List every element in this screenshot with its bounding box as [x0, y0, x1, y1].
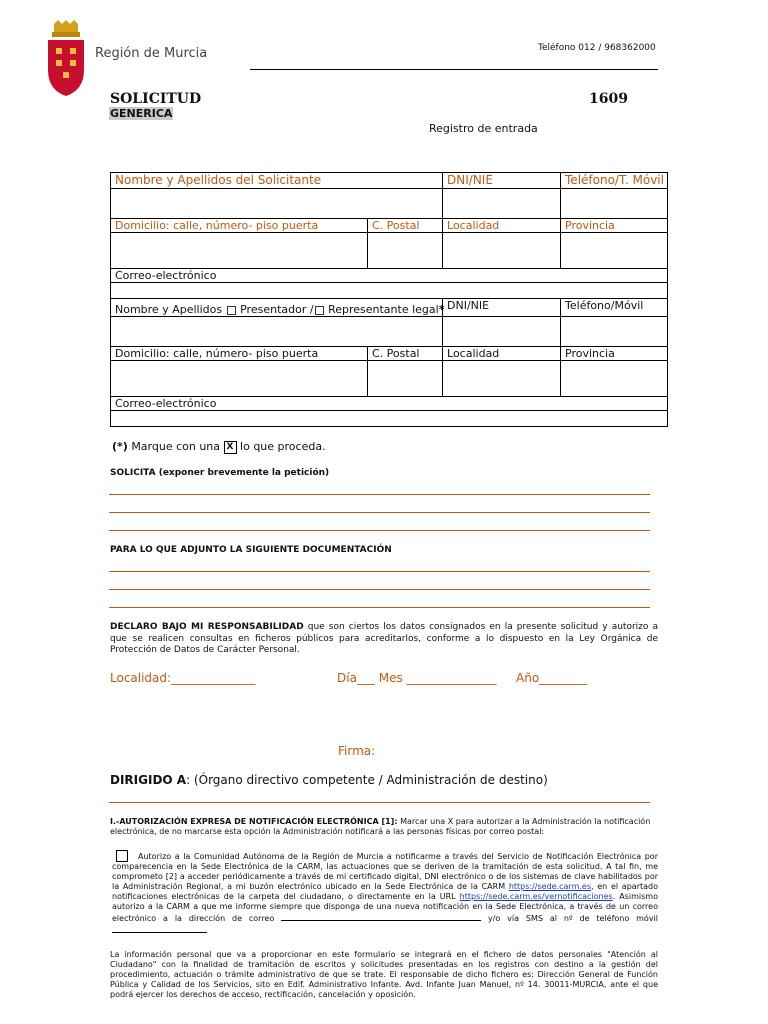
dirigido-bold: DIRIGIDO A [110, 773, 187, 787]
presentador-label: Presentador / [240, 303, 314, 316]
solicita-line-1[interactable] [109, 494, 650, 495]
autorizacion-intro [110, 817, 658, 837]
region-logo [46, 20, 86, 96]
correo-representante-field[interactable] [111, 411, 668, 427]
movil-notificacion-field[interactable] [112, 924, 207, 933]
autorizo-p2: , en el apartado notificaciones electrónicas de la carpeta del ciudadano, o directamente en la URL [112, 882, 658, 901]
solicita-label: SOLICITA (exponer brevemente la petición) [110, 468, 330, 478]
autorizacion-bold: I.-AUTORIZACIÓN EXPRESA DE NOTIFICACIÓN ELECTRÓNICA [1]: [110, 817, 398, 826]
adjunto-label: PARA LO QUE ADJUNTO LA SIGUIENTE DOCUMENTACIÓN [110, 545, 392, 555]
solicita-line-3[interactable] [109, 530, 650, 531]
marque-note [112, 440, 326, 454]
domicilio-field[interactable] [111, 233, 368, 269]
solicita-line-2[interactable] [109, 512, 650, 513]
dni-field[interactable] [443, 189, 561, 219]
correo-representante-label: Correo-electrónico [111, 397, 668, 411]
domicilio-representante-label: Domicilio: calle, número- piso puerta [111, 347, 368, 361]
domicilio-label: Domicilio: calle, número- piso puerta [111, 219, 368, 233]
representante-label: Representante legal [328, 303, 439, 316]
crown-shield-icon [46, 20, 86, 96]
autorizo-p4: y/o vía SMS al nº de teléfono móvil [481, 914, 659, 923]
provincia-label: Provincia [561, 219, 668, 233]
note-prefix: (*) [112, 440, 128, 453]
declaro-text: que son ciertos los datos consignados en la presente solicitud y autorizo a que se realicen consultas en ficheros públicos para acreditarlos, conforme a lo dispuesto en la Ley Orgánica de Protección de Datos de Carácter Personal. [110, 622, 658, 655]
nombre-representante-text: Nombre y Apellidos [115, 303, 223, 316]
correo-label: Correo-electrónico [111, 269, 668, 283]
provincia-representante-label: Provincia [561, 347, 668, 361]
registro-entrada: Registro de entrada [429, 122, 538, 135]
correo-field[interactable] [111, 283, 668, 299]
provincia-representante-field[interactable] [561, 361, 668, 397]
telefono-representante-field[interactable] [561, 317, 668, 347]
cpostal-label: C. Postal [368, 219, 443, 233]
localidad-representante-field[interactable] [443, 361, 561, 397]
dni-representante-label: DNI/NIE [443, 299, 561, 317]
privacy-paragraph: La información personal que va a proporcionar en este formulario se integrará en el fichero de datos personales "Atención al Ciudadano" con la finalidad de tramitación de escritos y solicitudes presentadas en los registros con destino a la gestión del procedimiento, actuación o trámite administrativo de que se trate. El responsable de dicho fichero es: Dirección General de Función Pública y Calidad de los Servicios, sito en Edif. Administrativo Infante. Avd. Infante Juan Manuel, nº 14. 30011-MURCIA, ante el que podrá ejercer los derechos de acceso, rectificación, cancelación y oposición. [110, 950, 658, 999]
telefono-representante-label: Teléfono/Móvil [561, 299, 668, 317]
localidad-field[interactable] [443, 233, 561, 269]
correo-notificacion-field[interactable] [281, 912, 481, 921]
dirigido-a [110, 773, 548, 787]
header-rule [250, 69, 658, 70]
asterisk-mark: * [438, 303, 445, 316]
provincia-field[interactable] [561, 233, 668, 269]
localidad-label: Localidad [443, 219, 561, 233]
cpostal-field[interactable] [368, 233, 443, 269]
phone-number: Teléfono 012 / 968362000 [538, 43, 656, 53]
nombre-solicitante-label: Nombre y Apellidos del Solicitante [111, 173, 443, 189]
dirigido-line[interactable] [109, 802, 650, 803]
note-text-a: Marque con una [131, 440, 221, 453]
representante-checkbox[interactable] [315, 306, 324, 315]
firma-label: Firma: [338, 744, 376, 758]
vernotificaciones-link[interactable]: https://sede.carm.es/vernotificaciones [459, 892, 613, 901]
adjunto-line-3[interactable] [109, 607, 650, 608]
form-code: 1609 [589, 91, 628, 107]
cpostal-representante-field[interactable] [368, 361, 443, 397]
x-box-icon: X [224, 441, 237, 454]
telefono-field[interactable] [561, 189, 668, 219]
declaro-paragraph [110, 622, 658, 657]
nombre-representante-field[interactable] [111, 317, 443, 347]
sede-carm-link[interactable]: https://sede.carm.es [508, 882, 591, 891]
logo-text: Región de Murcia [95, 46, 208, 61]
solicitante-table [110, 172, 668, 427]
form-subtitle: GENERICA [110, 107, 173, 120]
autorizo-p1: Autorizo a la Comunidad Autónoma de la Región de Murcia a notificarme a través del Servicio de Notificación Electrónica por comparecencia en la Sede Electrónica de la CARM, las actuaciones que se deriven de la tramitación de esta solicitud. A tal fin, me comprometo [2] a acceder periódicamente a través de mi certificado digital, DNI electrónico o de los sistemas de clave habilitados por la Administración Regional, a mi buzón electrónico ubicado en la Sede Electrónica de la CARM [112, 852, 658, 891]
dirigido-text: : (Órgano directivo competente / Administración de destino) [186, 773, 548, 787]
note-text-b: lo que proceda. [240, 440, 326, 453]
autorizacion-intro-text: Marcar una X para autorizar a la Administración la notificación electrónica, de no marcarse esta opción la Administración notificará a las personas físicas por correo postal: [110, 817, 651, 836]
presentador-checkbox[interactable] [227, 306, 236, 315]
cpostal-representante-label: C. Postal [368, 347, 443, 361]
telefono-label: Teléfono/T. Móvil [561, 173, 668, 189]
form-title: SOLICITUD [110, 91, 202, 107]
domicilio-representante-field[interactable] [111, 361, 368, 397]
autorizo-p3: . Asimismo autorizo a la CARM a que me informe siempre que disponga de una nueva notificación en la Sede Electrónica, a través de un correo electrónico a la dirección de correo [112, 892, 658, 923]
nombre-representante-label [111, 299, 443, 317]
autorizo-paragraph [112, 852, 658, 936]
localidad-representante-label: Localidad [443, 347, 561, 361]
dni-representante-field[interactable] [443, 317, 561, 347]
dia-mes-fecha[interactable]: Día___ Mes _______________ [337, 671, 497, 685]
declaro-bold: DECLARO BAJO MI RESPONSABILIDAD [110, 622, 304, 632]
localidad-fecha[interactable]: Localidad:______________ [110, 671, 256, 685]
adjunto-line-2[interactable] [109, 589, 650, 590]
dni-label: DNI/NIE [443, 173, 561, 189]
ano-fecha[interactable]: Año________ [516, 671, 588, 685]
adjunto-line-1[interactable] [109, 571, 650, 572]
nombre-solicitante-field[interactable] [111, 189, 443, 219]
